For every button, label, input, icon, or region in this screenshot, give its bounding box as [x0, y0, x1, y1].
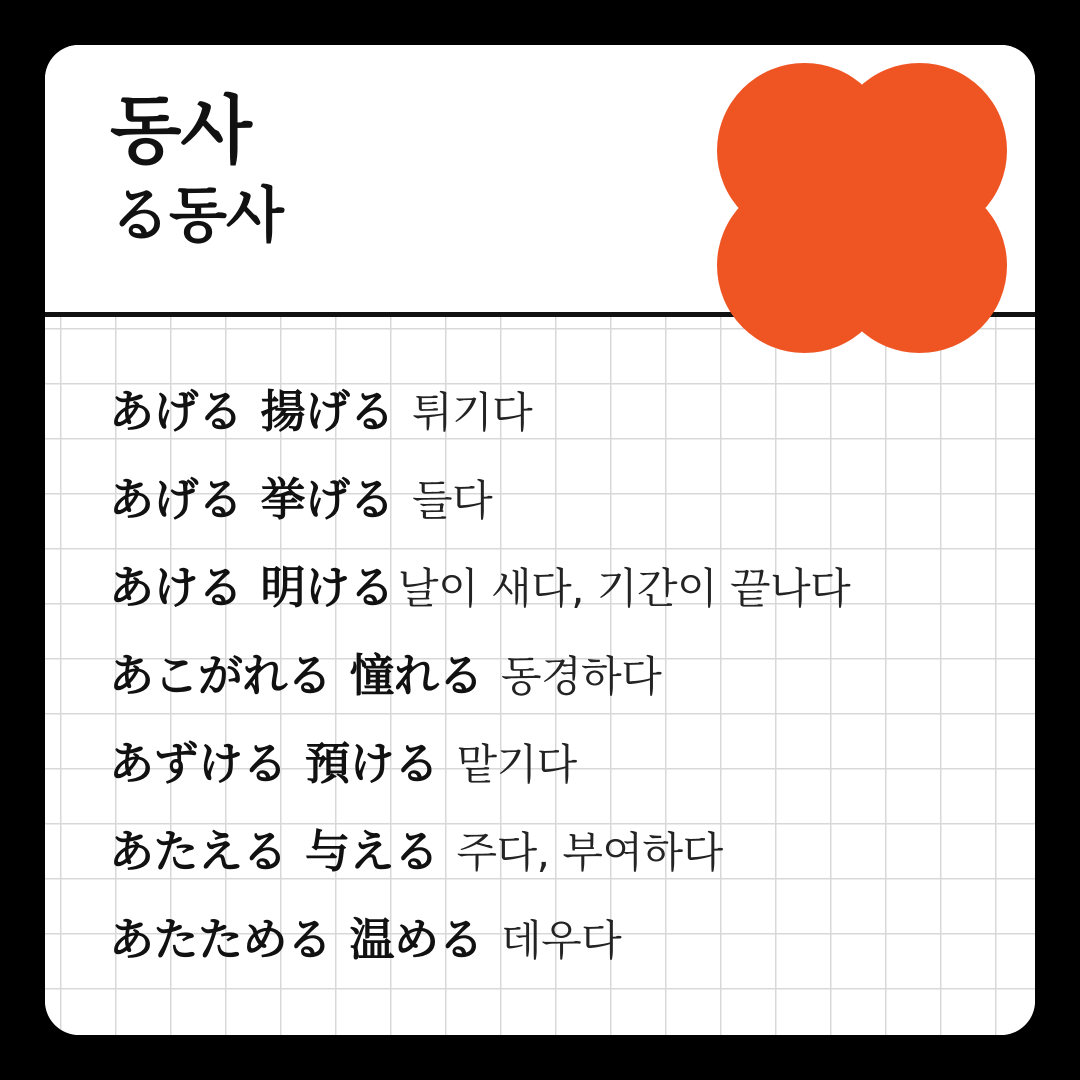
list-item — [45, 375, 1035, 463]
card-header — [45, 45, 1035, 317]
entry-kanji: 預ける — [305, 737, 439, 790]
list-item — [45, 815, 1035, 903]
entry-meaning: 주다, 부여하다 — [456, 828, 723, 877]
list-item — [45, 727, 1035, 815]
clover-icon — [717, 63, 1007, 353]
entry-meaning: 데우다 — [501, 916, 622, 965]
page-title: 동사 — [110, 88, 251, 174]
entry-kanji: 挙げる — [260, 473, 395, 526]
page-subtitle: る동사 — [110, 180, 283, 251]
entry-meaning: 날이 새다, 기간이 끝나다 — [398, 564, 851, 613]
entry-kana: あげる — [109, 385, 243, 438]
entry-kanji: 与える — [305, 825, 439, 878]
entry-kana: あこがれる — [109, 649, 332, 702]
title-block — [110, 88, 283, 251]
list-item — [45, 551, 1035, 639]
entry-meaning: 동경하다 — [501, 652, 662, 701]
entry-kanji: 揚げる — [260, 385, 395, 438]
list-item — [45, 639, 1035, 727]
list-item — [45, 903, 1035, 991]
entry-meaning: 튀기다 — [412, 388, 533, 437]
list-item — [45, 463, 1035, 551]
entry-kanji: 温める — [349, 913, 484, 966]
entry-kana: あたためる — [109, 913, 332, 966]
entry-kanji: 明ける — [260, 561, 395, 614]
entry-kanji: 憧れる — [349, 649, 484, 702]
entry-meaning: 들다 — [412, 476, 493, 525]
entry-kana: あたえる — [109, 825, 288, 878]
entry-kana: あげる — [109, 473, 243, 526]
entry-kana: あける — [109, 561, 243, 614]
vocabulary-list — [45, 317, 1035, 991]
entry-kana: あずける — [109, 737, 288, 790]
vocabulary-card — [45, 45, 1035, 1035]
entry-meaning: 맡기다 — [456, 740, 577, 789]
